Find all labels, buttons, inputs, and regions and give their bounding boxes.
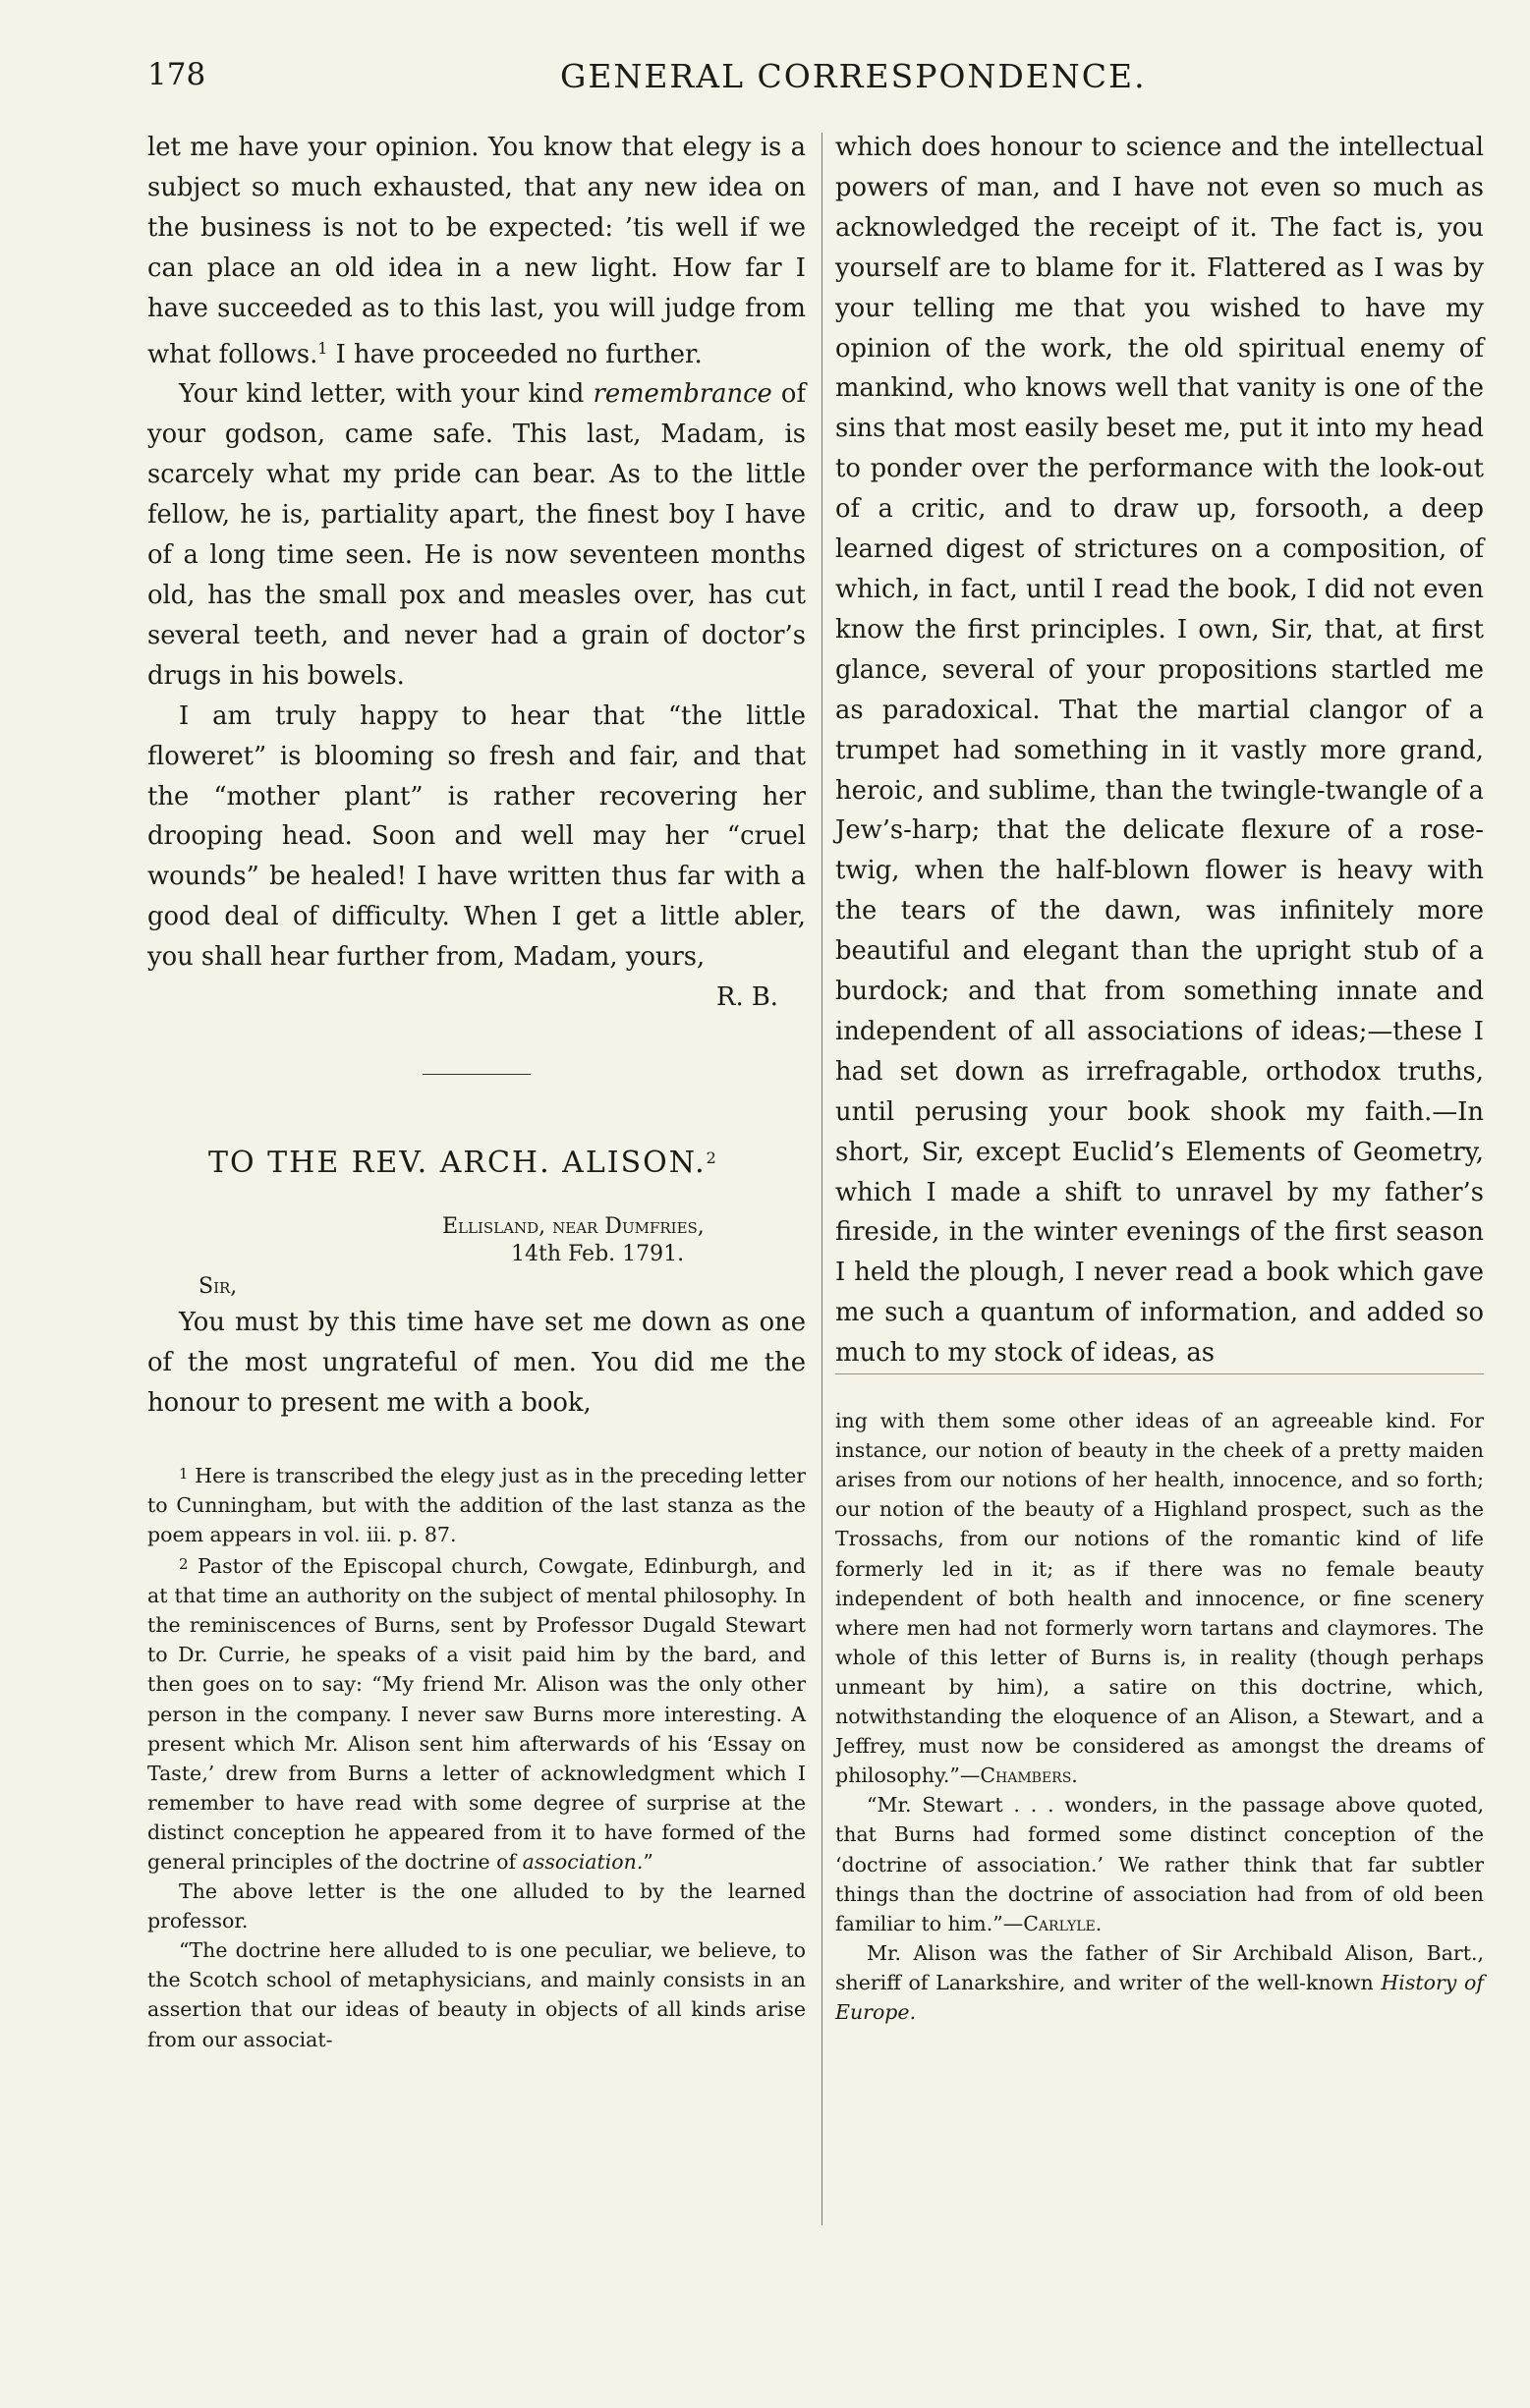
footnote-text: Pastor of the Episcopal church, Cowgate, Edinburgh, and at that time an authority on the subject of mental philosophy. In the reminiscences of Burns, sent by Professor Dugald Stewart to Dr. Currie, he speaks of a visit paid him by the bard, and then goes on to say: “My friend Mr. Alison was the only other person in the company. I never saw Burns more interesting. A present which Mr. Alison sent him afterwards of his ‘Essay on Taste,’ drew from Burns a letter of acknowledgment which I remember to have read with some degree of surprise at the distinct conception he appeared from it to have formed of the general principles of the doctrine of <box>147 1554 806 1874</box>
left-footnotes <box>147 1459 806 2054</box>
footnote-number: 1 <box>179 1464 189 1483</box>
right-column <box>835 128 1484 2027</box>
footnote-2-continued: The above letter is the one alluded to by the learned professor. <box>147 1879 806 1933</box>
footnote-rule <box>835 1373 1484 1374</box>
paragraph-godson <box>147 374 806 696</box>
footnote-carlyle <box>835 1790 1484 1937</box>
footnote-number: 2 <box>179 1555 189 1574</box>
right-footnotes <box>835 1406 1484 2027</box>
paragraph-opening <box>147 128 806 374</box>
left-column <box>147 128 806 2054</box>
footnote-ref: 2 <box>706 1148 718 1168</box>
footnote-ref: 1 <box>317 338 328 358</box>
attribution: Chambers. <box>980 1764 1078 1788</box>
paragraph-continued: which does honour to science and the intellectual powers of man, and I have not even so much as acknowledged the receipt of it. The fact is, you yourself are to blame for it. Flattered as I was by your telling me that you wished to have my opinion of the work, the old spiritual enemy of mankind, who knows well that vanity is one of the sins that most easily beset me, put it into my head to ponder over the performance with the look-out of a critic, and to draw up, forsooth, a deep learned digest of strictures on a composition, of which, in fact, until I read the book, I did not even know the first principles. I own, Sir, that, at first glance, several of your propositions startled me as paradoxical. That the martial clangor of a trumpet had something in it vastly more grand, heroic, and sublime, than the twingle-twangle of a Jew’s-harp; that the delicate flexure of a rose-twig, when the half-blown flower is heavy with the tears of the dawn, was infinitely more beautiful and elegant than the upright stub of a burdock; and that from something innate and independent of all associations of ideas;—these I had set down as irrefragable, orthodox truths, until perusing your book shook my faith.—In short, Sir, except Euclid’s Elements of Geometry, which I made a shift to unravel by my father’s fireside, in the winter evenings of the first season I held the plough, I never read a book which gave me such a quantum of information, and added so much to my stock of ideas, as <box>835 133 1484 1369</box>
footnote-alison-father <box>835 1938 1484 2027</box>
page-header <box>147 57 1464 106</box>
paragraph-text: I have proceeded no further. <box>327 339 703 369</box>
attribution: Carlyle. <box>1023 1911 1103 1935</box>
letter-place: Ellisland, near Dumfries, <box>442 1214 705 1240</box>
paragraph-letter-start: You must by this time have set me down as one of the most ungrateful of men. You did me the honour to present me with a book, <box>147 1308 806 1418</box>
footnote-text: Mr. Alison was the father of Sir Archibald Alison, Bart., sheriff of Lanarkshire, and writer of the well-known <box>835 1940 1484 1994</box>
heading-text: TO THE REV. ARCH. ALISON. <box>208 1146 707 1181</box>
footnote-text: ing with them some other ideas of an agreeable kind. For instance, our notion of beauty in the cheek of a pretty maiden arises from our notions of her health, innocence, and so forth; our notion of the beauty of a Highland prospect, such as the Trossachs, from our notions of the romantic kind of life formerly led in it; as if there was no female beauty independent of both health and innocence, or fine scenery where men had not formerly worn tartans and claymores. The whole of this letter of Burns is, in reality (though perhaps unmeant by him), a satire on this doctrine, which, notwithstanding the eloquence of an Alison, a Stewart, and a Jeffrey, must now be considered as amongst the dreams of philosophy.”— <box>835 1409 1484 1788</box>
right-body-text <box>835 128 1484 1373</box>
emphasis-text: association. <box>522 1849 644 1874</box>
footnote-continued <box>835 1406 1484 1790</box>
salutation: Sir, <box>198 1274 238 1300</box>
paragraph-floweret: I am truly happy to hear that “the little floweret” is blooming so fresh and fair, and that the “mother plant” is rather recovering her drooping head. Soon and well may her “cruel wounds” be healed! I have written thus far with a good deal of difficulty. When I get a little abler, you shall hear further from, Madam, yours, <box>147 700 806 973</box>
section-rule <box>423 1074 531 1075</box>
paragraph-text: let me have your opinion. You know that elegy is a subject so much exhausted, that any new idea on the business is not to be expected: ’tis well if we can place an old idea in a new light. How far I have succeeded as to this last, you will judge from what follows. <box>147 133 806 369</box>
left-body-text <box>147 128 806 978</box>
paragraph-text: of your godson, came safe. This last, Madam, is scarcely what my pride can bear. As to the little fellow, he is, partiality apart, the finest boy I have of a long time seen. He is now seventeen months old, has the small pox and measles over, has cut several teeth, and never had a grain of doctor’s drugs in his bowels. <box>147 379 807 691</box>
page-number: 178 <box>147 57 206 92</box>
footnote-1 <box>147 1459 806 1549</box>
footnote-2 <box>147 1549 806 1876</box>
paragraph-text: Your kind letter, with your kind <box>179 379 594 410</box>
footnote-text: ” <box>643 1849 653 1874</box>
emphasis-text: History of Europe. <box>835 1970 1484 2024</box>
footnote-text: “Mr. Stewart . . . wonders, in the passage above quoted, that Burns had formed some distinct conception of the ‘doctrine of association.’ We rather think that far subtler things than the doctrine of association had from of old been familiar to him.”— <box>835 1793 1484 1935</box>
left-body-text-2 <box>147 1303 806 1424</box>
signature: R. B. <box>716 982 778 1013</box>
footnote-2-doctrine: “The doctrine here alluded to is one peculiar, we believe, to the Scotch school of metaphysicians, and mainly consists in an assertion that our ideas of beauty in objects of all kinds arise from our associat- <box>147 1938 806 2051</box>
running-head: GENERAL CORRESPONDENCE. <box>560 57 1147 95</box>
letter-date: 14th Feb. 1791. <box>511 1242 685 1267</box>
letter-heading <box>208 1146 806 1180</box>
emphasis-text: remembrance <box>593 379 772 410</box>
footnote-text: Here is transcribed the elegy just as in the preceding letter to Cunningham, but with the addition of the last stanza as the poem appears in vol. iii. p. 87. <box>147 1463 806 1546</box>
